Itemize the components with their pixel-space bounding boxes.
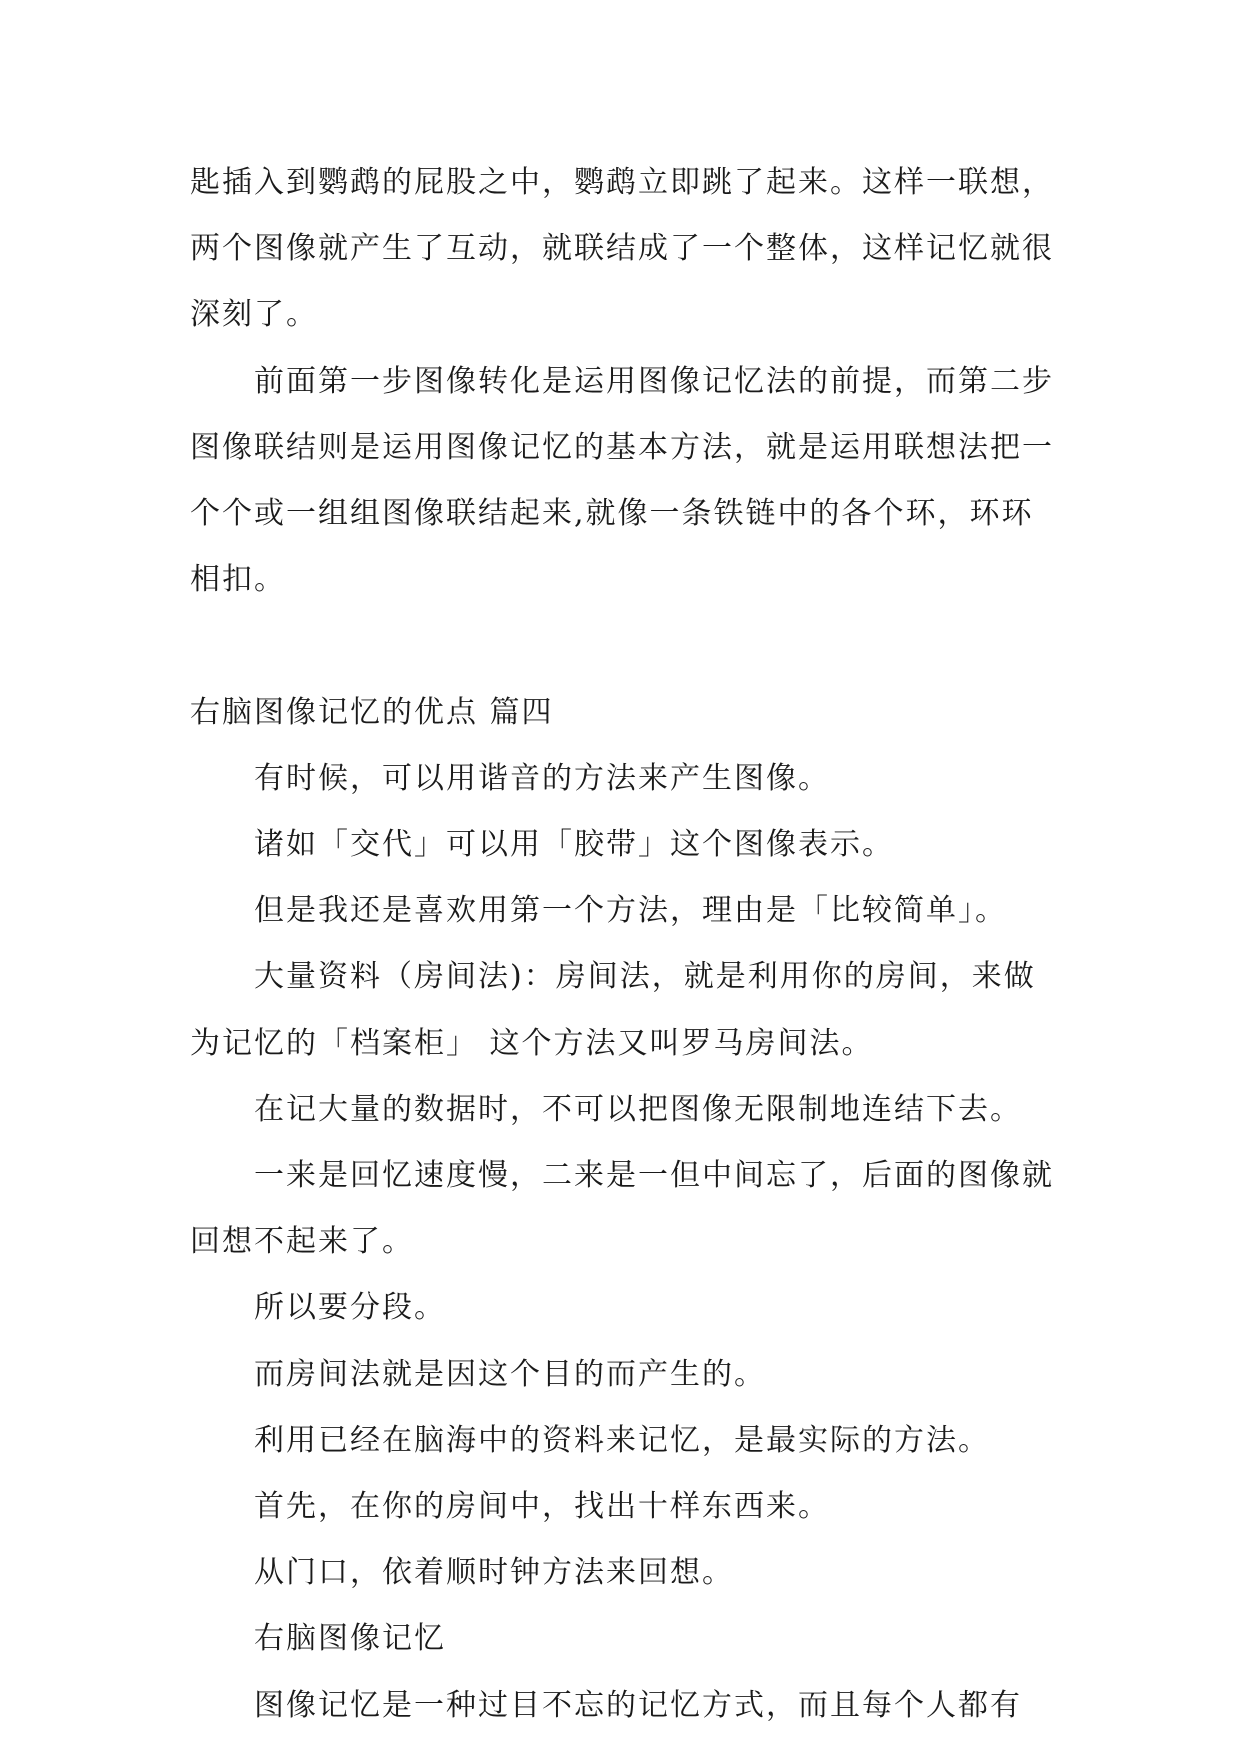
paragraph: 在记大量的数据时，不可以把图像无限制地连结下去。 xyxy=(254,1091,1022,1127)
paragraph: 利用已经在脑海中的资料来记忆，是最实际的方法。 xyxy=(254,1422,990,1458)
paragraph: 右脑图像记忆 xyxy=(254,1621,446,1657)
section-spacer xyxy=(190,613,1060,679)
paragraph-continued: 匙插入到鹦鹉的屁股之中，鹦鹉立即跳了起来。这样一联想，两个图像就产生了互动，就联结成了一个整体，这样记忆就很深刻了。 xyxy=(190,165,1054,333)
paragraph: 有时候，可以用谐音的方法来产生图像。 xyxy=(254,760,830,796)
paragraph: 但是我还是喜欢用第一个方法，理由是「比较简单」。 xyxy=(254,893,1007,929)
paragraph: 而房间法就是因这个目的而产生的。 xyxy=(254,1356,766,1392)
paragraph: 诸如「交代」可以用「胶带」这个图像表示。 xyxy=(254,827,894,863)
paragraph: 图像记忆是一种过目不忘的记忆方式，而且每个人都有 xyxy=(254,1687,1022,1723)
paragraph: 从门口，依着顺时钟方法来回想。 xyxy=(254,1555,734,1591)
section-heading: 右脑图像记忆的优点 篇四 xyxy=(190,694,554,730)
document-body xyxy=(190,150,1060,1739)
paragraph: 一来是回忆速度慢，二来是一但中间忘了，后面的图像就回想不起来了。 xyxy=(190,1158,1054,1260)
paragraph: 所以要分段。 xyxy=(254,1290,446,1326)
paragraph: 大量资料（房间法)：房间法，就是利用你的房间，来做为记忆的「档案柜」 这个方法又叫罗马房间法。 xyxy=(190,959,1036,1061)
paragraph: 前面第一步图像转化是运用图像记忆法的前提，而第二步图像联结则是运用图像记忆的基本方法，就是运用联想法把一个个或一组组图像联结起来,就像一条铁链中的各个环，环环相扣。 xyxy=(190,363,1054,598)
paragraph: 首先，在你的房间中，找出十样东西来。 xyxy=(254,1489,830,1525)
